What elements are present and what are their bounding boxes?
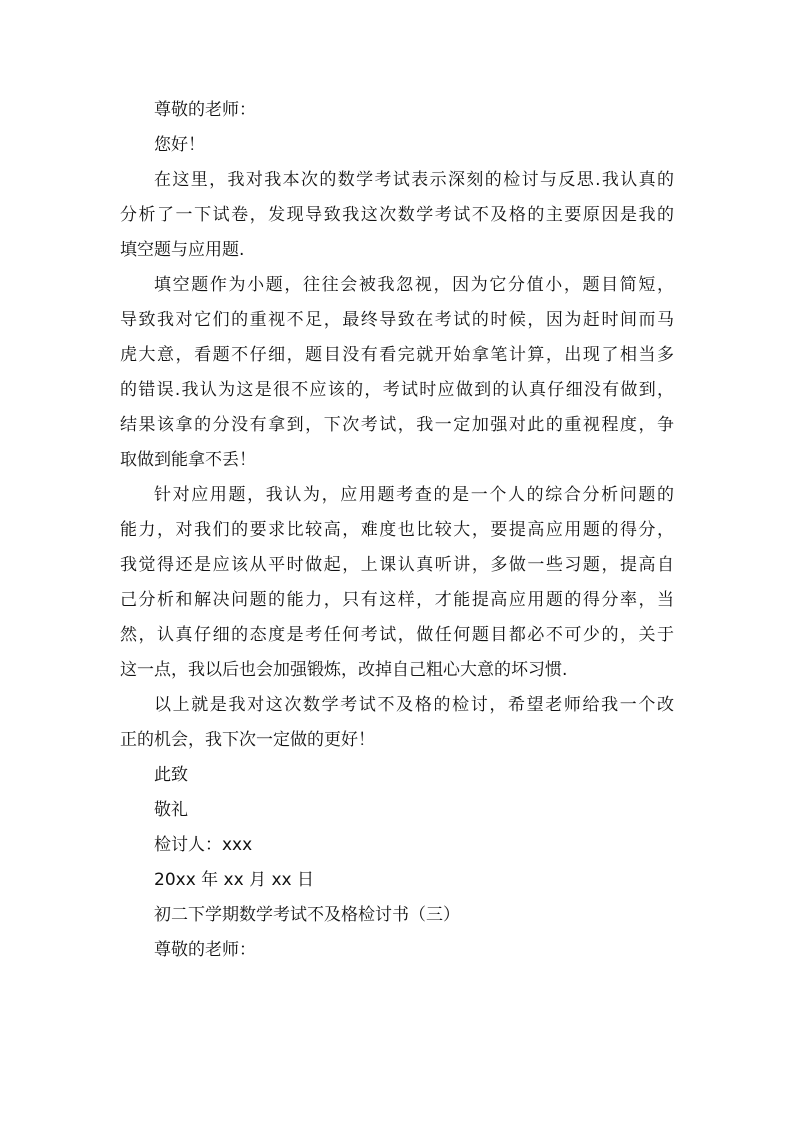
salutation: 尊敬的老师： — [154, 100, 256, 120]
paragraph-line: 这一点，我以后也会加强锻炼，改掉自己粗心大意的坏习惯. — [120, 660, 568, 680]
paragraph-line: 以上就是我对这次数学考试不及格的检讨，希望老师给我一个改 — [154, 695, 674, 715]
paragraph-1 — [120, 163, 674, 268]
paragraph-line: 正的机会，我下次一定做的更好！ — [120, 730, 375, 750]
paragraph-line: 己分析和解决问题的能力，只有这样，才能提高应用题的得分率，当 — [120, 590, 674, 610]
paragraph-line: 针对应用题，我认为，应用题考查的是一个人的综合分析问题的 — [154, 485, 674, 505]
signature: 检讨人：xxx — [154, 835, 253, 855]
paragraph-4 — [120, 688, 674, 758]
paragraph-line: 取做到能拿不丢！ — [120, 450, 256, 470]
paragraph-2 — [120, 268, 674, 478]
paragraph-line: 我觉得还是应该从平时做起，上课认真听讲，多做一些习题，提高自 — [120, 555, 674, 575]
next-salutation: 尊敬的老师： — [154, 940, 256, 960]
paragraph-3 — [120, 478, 674, 688]
paragraph-line: 结果该拿的分没有拿到，下次考试，我一定加强对此的重视程度，争 — [120, 415, 674, 435]
closing-2: 敬礼 — [154, 800, 188, 820]
paragraph-line: 导致我对它们的重视不足，最终导致在考试的时候，因为赶时间而马 — [120, 310, 674, 330]
paragraph-line: 然，认真仔细的态度是考任何考试，做任何题目都必不可少的，关于 — [120, 625, 674, 645]
paragraph-line: 虎大意，看题不仔细，题目没有看完就开始拿笔计算，出现了相当多 — [120, 345, 674, 365]
paragraph-line: 在这里，我对我本次的数学考试表示深刻的检讨与反思.我认真的 — [154, 170, 674, 190]
paragraph-line: 填空题作为小题，往往会被我忽视，因为它分值小，题目简短， — [154, 275, 674, 295]
greeting: 您好！ — [154, 135, 205, 155]
paragraph-line: 分析了一下试卷，发现导致我这次数学考试不及格的主要原因是我的 — [120, 205, 674, 225]
paragraph-line: 能力，对我们的要求比较高，难度也比较大，要提高应用题的得分， — [120, 520, 674, 540]
paragraph-line: 的错误.我认为这是很不应该的，考试时应做到的认真仔细没有做到， — [120, 380, 674, 400]
paragraph-line: 填空题与应用题. — [120, 240, 245, 260]
closing-1: 此致 — [154, 765, 188, 785]
next-section-title: 初二下学期数学考试不及格检讨书（三） — [154, 905, 460, 925]
date: 20xx 年 xx 月 xx 日 — [154, 870, 315, 890]
